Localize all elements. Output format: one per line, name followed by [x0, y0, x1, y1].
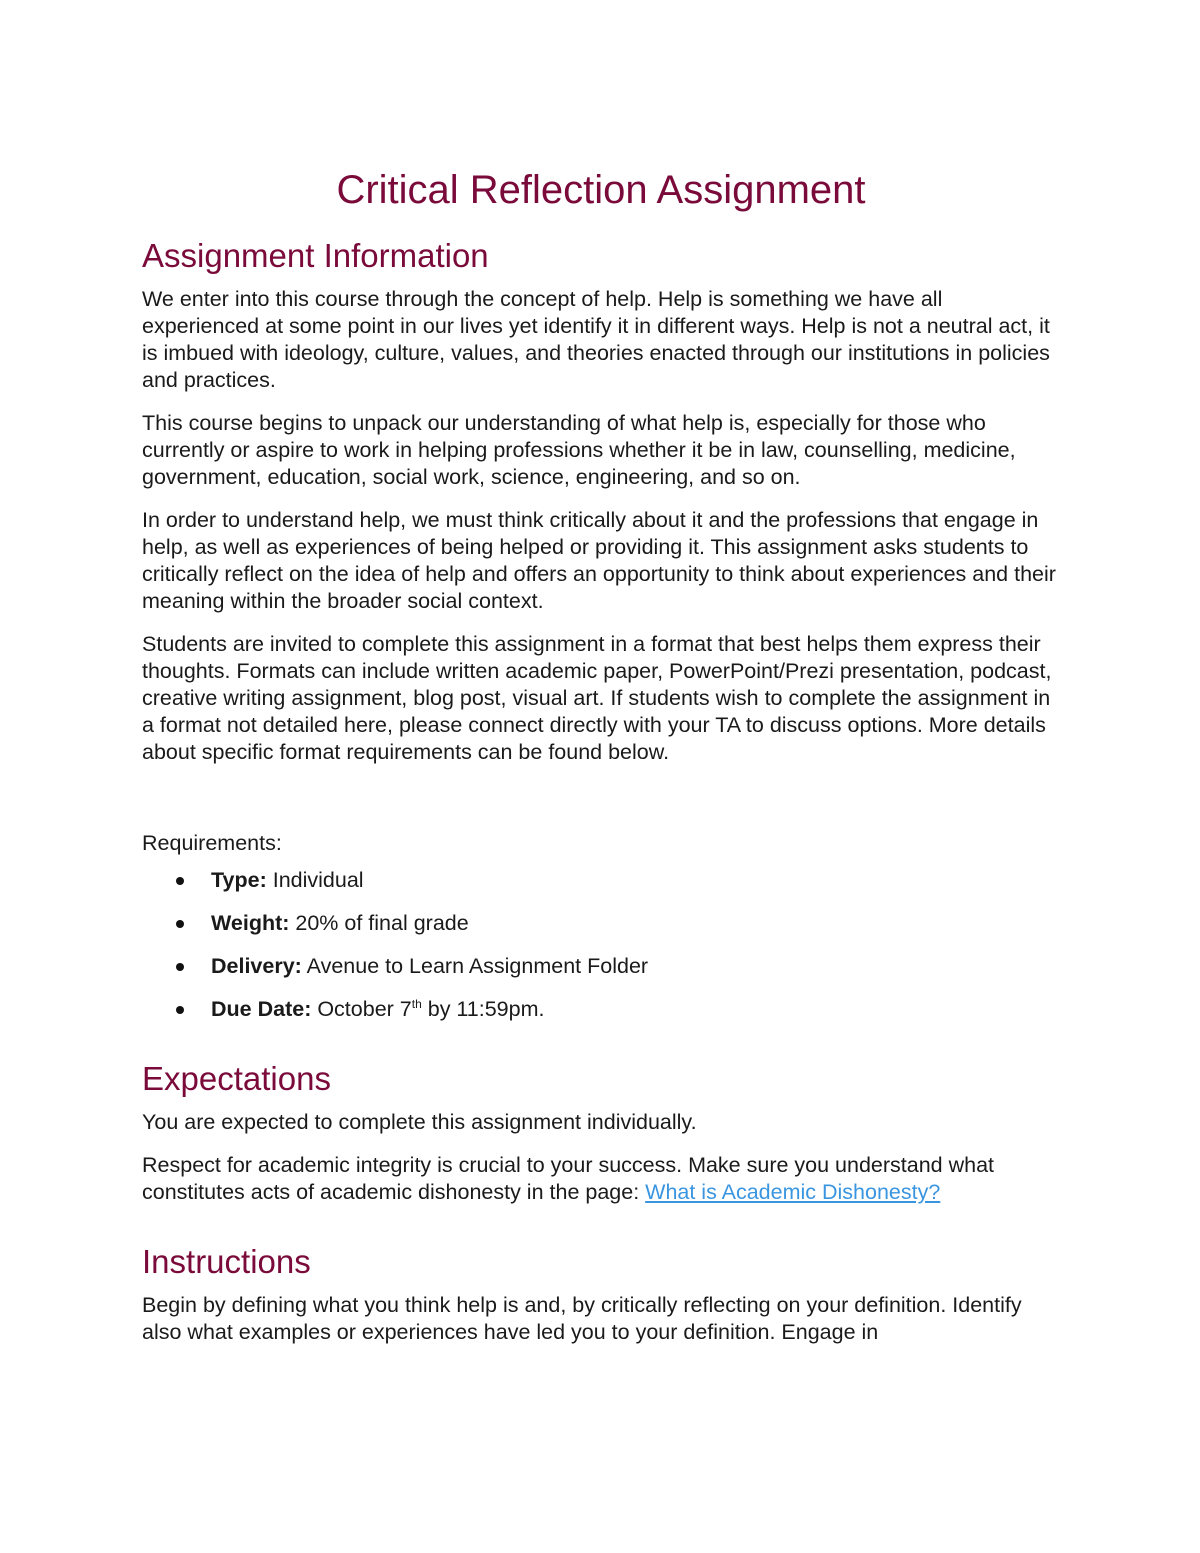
requirement-value: 20% of final grade [289, 911, 469, 935]
expectations-paragraph-2 [142, 1152, 1060, 1206]
requirements-label: Requirements: [142, 831, 282, 855]
expectations-heading: Expectations [142, 1060, 331, 1097]
requirement-key: Delivery: [211, 954, 302, 978]
info-paragraph-3: In order to understand help, we must think critically about it and the professions that engage in help, as well as experiences of being helped or providing it. This assignment asks students to critically reflect on the idea of help and offers an opportunity to think about experiences and their meaning within the broader social context. [142, 508, 1056, 613]
requirement-weight [176, 910, 1060, 937]
info-paragraph-1: We enter into this course through the concept of help. Help is something we have all experienced at some point in our lives yet identify it in different ways. Help is not a neutral act, it is imbued with ideology, culture, values, and theories enacted through our institutions in policies and practices. [142, 287, 1050, 392]
ordinal-suffix: th [411, 996, 422, 1011]
requirement-due-date [176, 996, 1060, 1023]
assignment-information-heading: Assignment Information [142, 237, 489, 274]
requirement-key: Type: [211, 868, 267, 892]
requirement-value: Individual [266, 868, 364, 892]
requirement-value-suffix: by 11:59pm. [421, 997, 545, 1021]
requirement-key: Due Date: [211, 997, 312, 1021]
academic-dishonesty-link[interactable]: What is Academic Dishonesty? [645, 1180, 941, 1204]
requirement-delivery [176, 953, 1060, 980]
instructions-heading: Instructions [142, 1243, 311, 1280]
info-paragraph-4: Students are invited to complete this assignment in a format that best helps them express their thoughts. Formats can include written academic paper, PowerPoint/Prezi presentation, podcast, creative writing assignment, blog post, visual art. If students wish to complete the assignment in a format not detailed here, please connect directly with your TA to discuss options. More details about specific format requirements can be found below. [142, 632, 1052, 764]
expectations-paragraph-1: You are expected to complete this assignment individually. [142, 1110, 697, 1134]
requirement-value: Avenue to Learn Assignment Folder [301, 954, 649, 978]
info-paragraph-2: This course begins to unpack our understanding of what help is, especially for those who currently or aspire to work in helping professions whether it be in law, counselling, medicine, government, education, social work, science, engineering, and so on. [142, 411, 1016, 489]
instructions-paragraph-1: Begin by defining what you think help is and, by critically reflecting on your definition. Identify also what examples or experiences have led you to your definition. Engage in [142, 1293, 1022, 1344]
document-title: Critical Reflection Assignment [336, 168, 866, 212]
requirement-type [176, 867, 1060, 894]
requirement-key: Weight: [211, 911, 290, 935]
requirement-value: October 7 [311, 997, 412, 1021]
requirements-list [142, 867, 1060, 1023]
expectations-text: Respect for academic integrity is crucial to your success. Make sure you understand what constitutes acts of academic dishonesty in the page: [142, 1153, 995, 1204]
